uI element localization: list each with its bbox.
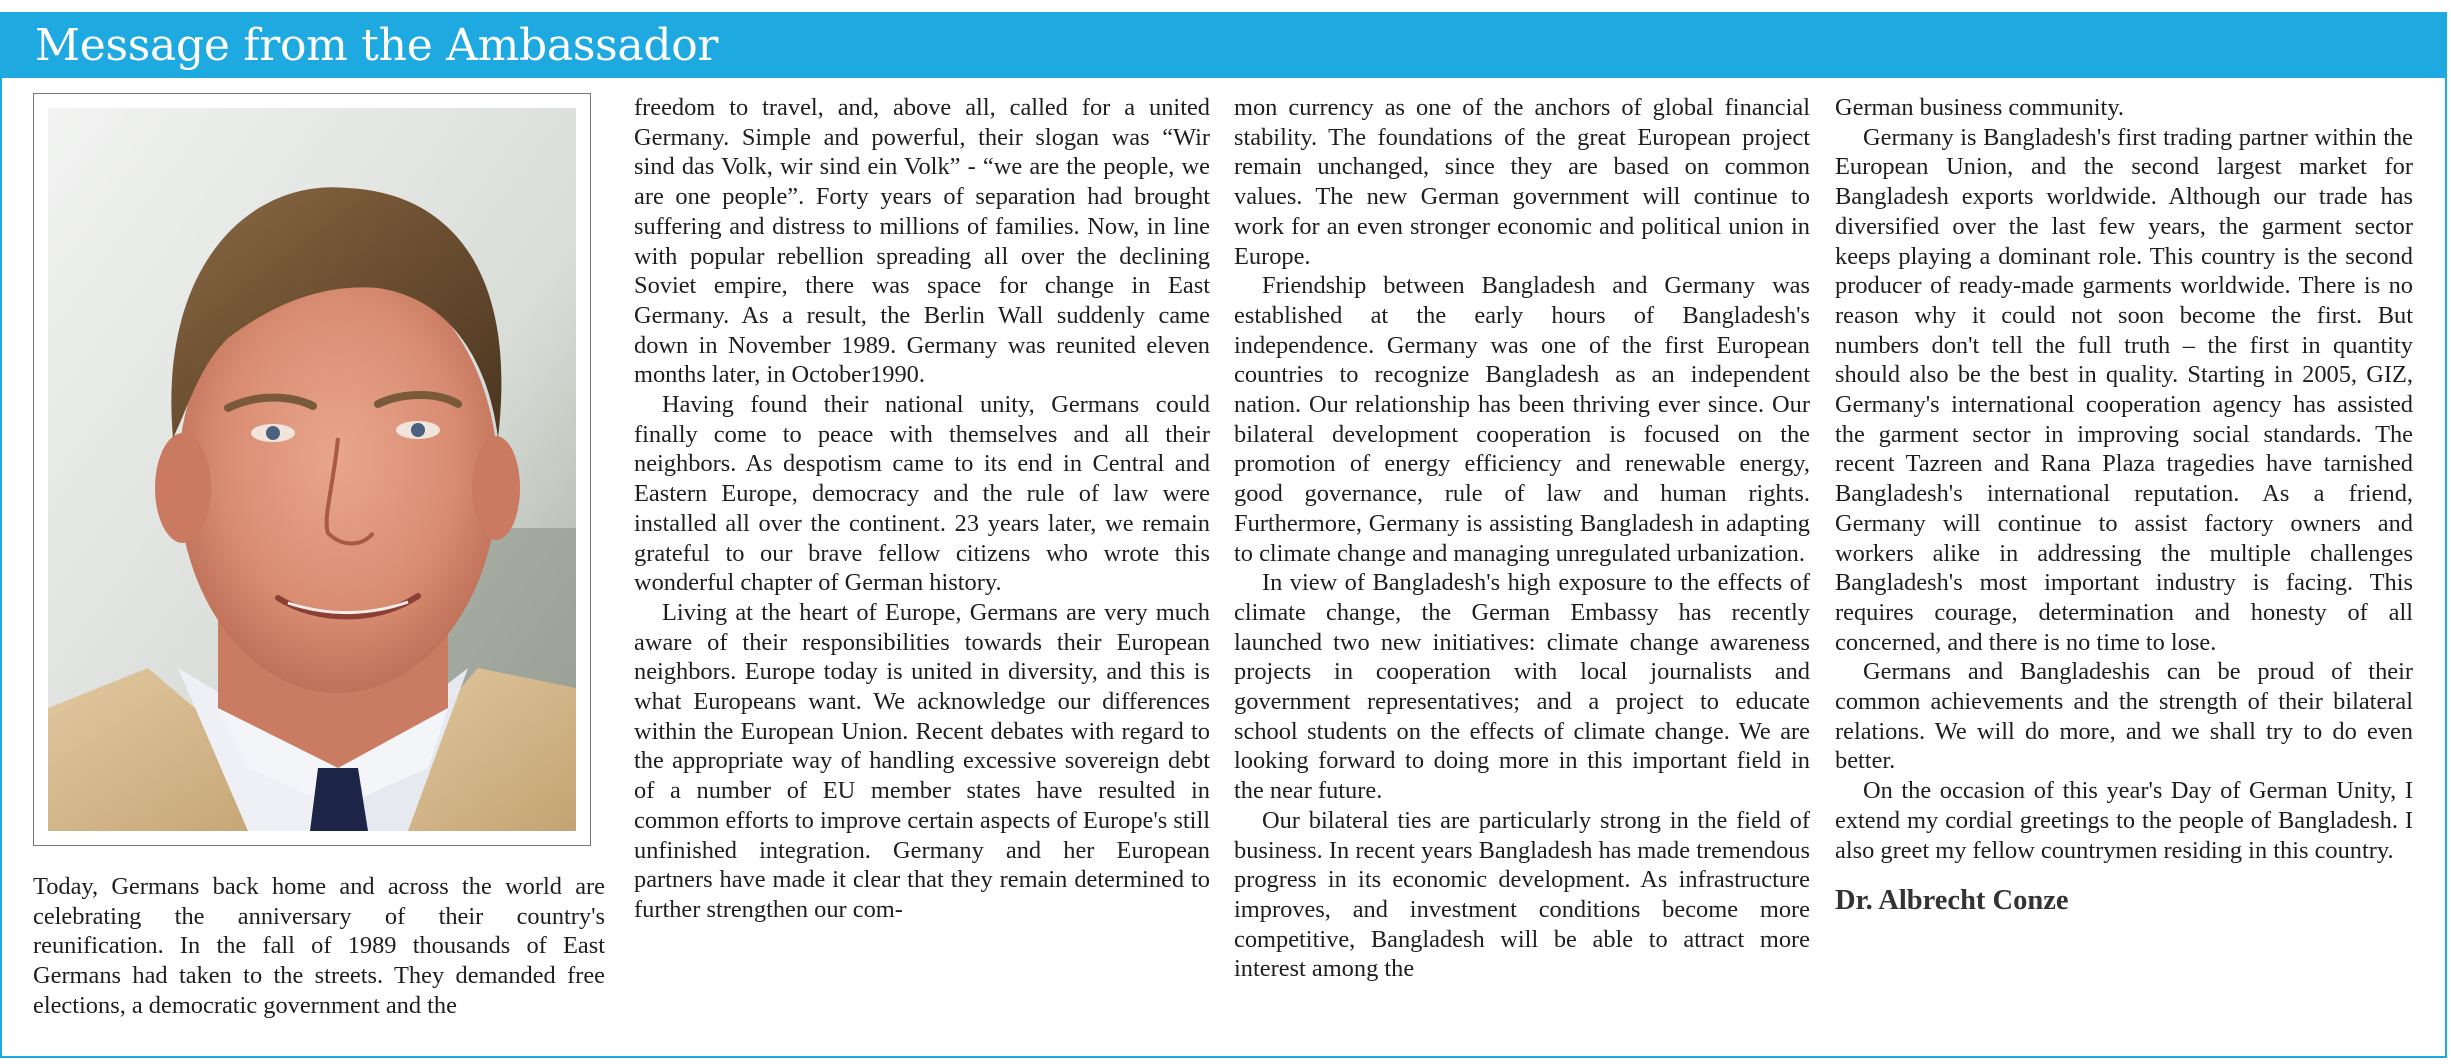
article-paragraph: On the occasion of this year's Day of German Unity, I extend my cordial greetings to the people of Bangladesh. I also greet my fellow countrymen residing in this country.	[1835, 777, 2413, 864]
article-paragraph: mon currency as one of the anchors of global financial stability. The foundations of the great European project remain unchanged, since they are based on common values. The new German government will continue to work for an even stronger economic and political union in Europe.	[1234, 94, 1810, 270]
signature: Dr. Albrecht Conze	[1835, 885, 2069, 917]
page-title: Message from the Ambassador	[35, 20, 719, 71]
article-column-1	[33, 872, 605, 1021]
article-paragraph: Our bilateral ties are particularly strong in the field of business. In recent years Bangladesh has made tremendous progress in its economic development. As infrastructure improves, and investment conditions become more competitive, Bangladesh will be able to attract more interest among the	[1234, 806, 1810, 983]
article-paragraph: Living at the heart of Europe, Germans are very much aware of their responsibilities towards their European neighbors. Europe today is united in diversity, and this is what Europeans want. We acknowledge our differences within the European Union. Recent debates with regard to the appropriate way of handling excessive sovereign debt of a number of EU member states have resulted in common efforts to improve certain aspects of Europe's still unfinished integration. Germany and her European partners have made it clear that they remain determined to further strengthen our com-	[634, 598, 1210, 923]
article-column-3	[1234, 93, 1810, 984]
article-paragraph: freedom to travel, and, above all, called for a united Germany. Simple and powerful, their slogan was “Wir sind das Volk, wir sind ein Volk” - “we are the people, we are one people”. Forty years of separation had brought suffering and distress to millions of families. Now, in line with popular rebellion spreading all over the declining Soviet empire, there was space for change in East Germany. As a result, the Berlin Wall suddenly came down in November 1989. Germany was reunited eleven months later, in October1990.	[634, 94, 1210, 389]
article-paragraph: Having found their national unity, Germans could finally come to peace with themselves and all their neighbors. As despotism came to its end in Central and Eastern Europe, democracy and the rule of law were installed all over the continent. 23 years later, we remain grateful to our brave fellow citizens who wrote this wonderful chapter of German history.	[634, 391, 1210, 597]
article-paragraph: Germany is Bangladesh's first trading partner within the European Union, and the second largest market for Bangladesh exports worldwide. Although our trade has diversified over the last few years, the garment sector keeps playing a dominant role. This country is the second producer of ready-made garments worldwide. There is no reason why it could not soon become the first. But numbers don't tell the full truth – the first in quantity should also be the best in quality. Starting in 2005, GIZ, Germany's international cooperation agency has assisted the garment sector in improving social standards. The recent Tazreen and Rana Plaza tragedies have tarnished Bangladesh's international reputation. As a friend, Germany will continue to assist factory owners and workers alike in addressing the multiple challenges Bangladesh's most important industry is facing. This requires courage, determination and honesty of all concerned, and there is no time to lose.	[1835, 123, 2413, 656]
article-paragraph: Germans and Bangladeshis can be proud of their common achievements and the strength of their bilateral relations. We will do more, and we shall try to do even better.	[1835, 658, 2413, 775]
article-paragraph: In view of Bangladesh's high exposure to the effects of climate change, the German Embassy has recently launched two new initiatives: climate change awareness projects in cooperation with local journalists and government representatives; and a project to educate school students on the effects of climate change. We are looking forward to doing more in this important field in the near future.	[1234, 569, 1810, 805]
portrait-illustration	[48, 108, 576, 831]
article-column-4	[1835, 93, 2413, 919]
article-paragraph: German business community.	[1835, 94, 2125, 121]
header-bar	[2, 14, 2445, 78]
portrait-photo	[48, 108, 576, 831]
article-paragraph: Today, Germans back home and across the world are celebrating the anniversary of their country's reunification. In the fall of 1989 thousands of East Germans had taken to the streets. They demanded free elections, a democratic government and the	[33, 873, 605, 1019]
article-paragraph: Friendship between Bangladesh and Germany was established at the early hours of Bangladesh's independence. Germany was one of the first European countries to recognize Bangladesh as an independent nation. Our relationship has been thriving ever since. Our bilateral development cooperation is focused on the promotion of energy efficiency and renewable energy, good governance, rule of law and human rights. Furthermore, Germany is assisting Bangladesh in adapting to climate change and managing unregulated urbanization.	[1234, 272, 1810, 567]
portrait-photo-frame	[33, 93, 591, 846]
article-column-2	[634, 93, 1210, 925]
